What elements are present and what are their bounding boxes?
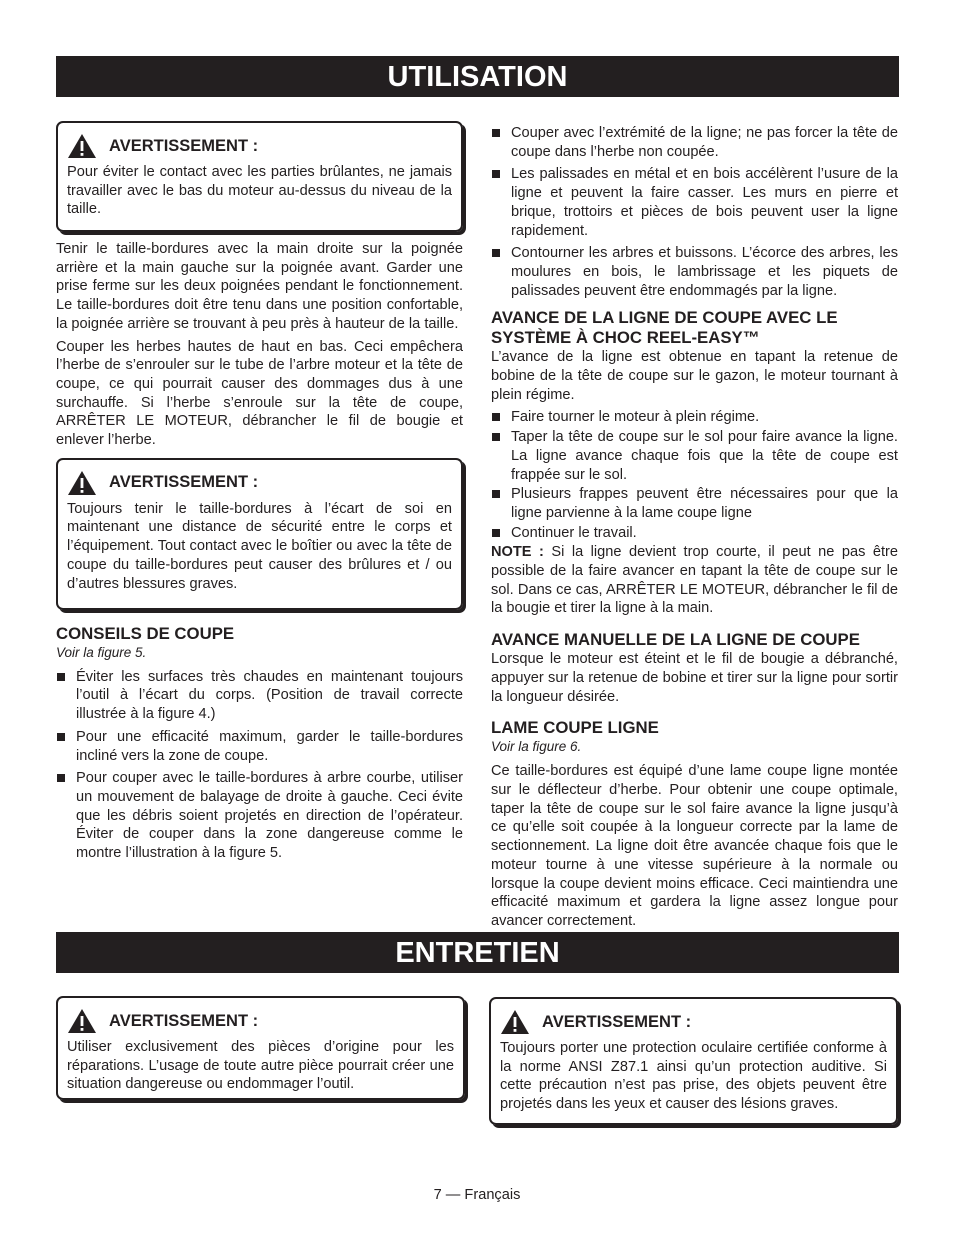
- note-paragraph: [491, 543, 898, 618]
- warning-box-hot-parts: [56, 121, 463, 232]
- cutting-tips-list: [56, 668, 463, 863]
- paragraph-avance-manuelle: Lorsque le moteur est éteint et le fil de bougie a débranché, appuyer sur la retenue de bobine et tirer sur la ligne pour sortir la longueur désirée.: [491, 651, 898, 705]
- warning-text: Utiliser exclusivement des pièces d’origine pour les réparations. L’usage de toute autre pièce pourrait créer une situation dangereuse ou endommager l’outil.: [67, 1039, 454, 1093]
- warning-label: AVERTISSEMENT :: [542, 1012, 692, 1031]
- list-item: Taper la tête de coupe sur le sol pour faire avance la ligne. La ligne avance chaque fois que la tête de coupe est frappée sur le sol.: [491, 428, 898, 484]
- heading-lame-coupe-ligne: LAME COUPE LIGNE: [491, 718, 659, 738]
- note-text: Si la ligne devient trop courte, il peut ne pas être possible de la faire avancer en tapant la tête de coupe sur le sol. Dans ce cas, ARRÊTER LE MOTEUR, débrancher le fil de la bougie et tirer la ligne à la main.: [491, 544, 898, 617]
- warning-box-distance: [56, 458, 463, 610]
- figure-reference: Voir la figure 6.: [491, 739, 582, 755]
- avance-steps-list: [491, 408, 898, 542]
- paragraph-tall-grass: Couper les herbes hautes de haut en bas. Ceci empêchera l’herbe de s’enrouler sur le tube de l’arbre moteur et la tête de coupe, ce qui pourrait causer des dommages dus à une surchauffe. Si l’herbe s’enroule sur la tête de coupe, ARRÊTER LE MOTEUR, débrancher le fil de bougie et enlever l’herbe.: [56, 338, 463, 449]
- list-item: Faire tourner le moteur à plein régime.: [491, 408, 898, 427]
- warning-text: Toujours porter une protection oculaire certifiée conforme à la norme ANSI Z87.1 ainsi qu’un protection auditive. Si cette précaution n’est pas prise, des objets peuvent être projetés dans les yeux et causer des lésions graves.: [500, 1040, 887, 1113]
- warning-label: AVERTISSEMENT :: [109, 1011, 259, 1030]
- heading-conseils-de-coupe: CONSEILS DE COUPE: [56, 623, 235, 643]
- warning-text: Pour éviter le contact avec les parties brûlantes, ne jamais travailler avec le bas du moteur au-dessus du niveau de la taille.: [67, 164, 452, 218]
- warning-text: Toujours tenir le taille-bordures à l’écart de soi en maintenant une distance de sécurité entre le corps et l’équipement. Tout contact avec le boîtier ou avec la tête de coupe du taille-bordures peut causer des brûlures et / ou d’autres blessures graves.: [67, 500, 452, 592]
- list-item: Plusieurs frappes peuvent être nécessaires pour que la ligne parvienne à la lame coupe ligne: [491, 485, 898, 522]
- warning-label: AVERTISSEMENT :: [109, 136, 259, 155]
- heading-avance-manuelle: AVANCE MANUELLE DE LA LIGNE DE COUPE: [491, 630, 860, 650]
- warning-triangle-icon: [67, 1008, 97, 1034]
- note-label: NOTE :: [491, 544, 544, 561]
- list-item: Pour couper avec le taille-bordures à arbre courbe, utiliser un mouvement de balayage de droite à gauche. Ceci évite que les débris soient projetés en direction de l’opérateur. Éviter de couper dans la zone dangereuse comme le montre l’illustration à la figure 5.: [56, 769, 463, 863]
- paragraph-lame: Ce taille-bordures est équipé d’une lame coupe ligne montée sur le déflecteur d’herbe. Pour obtenir une coupe optimale, taper la tête de coupe sur le sol faire avance la ligne jusqu’à ce qu’elle soit coupée à la longueur correcte par la lame de sectionnement. La ligne doit être avancée chaque fois que le moteur tourne à une vitesse supérieure à la normale ou lorsque la coupe devient moins efficace. Ceci maintiendra une efficacité maximum et gardera la ligne assez longue pour avancer correctement.: [491, 763, 898, 929]
- warning-triangle-icon: [67, 133, 97, 159]
- warning-box-eye-protection: [489, 997, 898, 1125]
- cutting-tips-list-continued: [491, 124, 898, 300]
- right-column: [491, 124, 898, 935]
- section-title-entretien: ENTRETIEN: [56, 932, 899, 973]
- paragraph-holding: Tenir le taille-bordures avec la main droite sur la poignée arrière et la main gauche sur la poignée avant. Garder une prise ferme sur les deux poignées pendant le fonctionnement. Le taille-bordures doit être tenu dans une position confortable, la poignée arrière se trouvant à peu près à hauteur de la taille.: [56, 241, 463, 332]
- warning-label: AVERTISSEMENT :: [109, 473, 259, 492]
- left-column: [56, 121, 463, 867]
- warning-triangle-icon: [500, 1009, 530, 1035]
- section-title-utilisation: UTILISATION: [56, 56, 899, 97]
- list-item: Couper avec l’extrémité de la ligne; ne pas forcer la tête de coupe dans l’herbe non coupée.: [491, 124, 898, 161]
- list-item: Contourner les arbres et buissons. L’écorce des arbres, les moulures en bois, le lambrissage et les piquets de palissades peuvent être endommagés par la ligne.: [491, 244, 898, 300]
- list-item: Éviter les surfaces très chaudes en maintenant toujours l’outil à l’écart du corps. (Position de travail correcte illustrée à la figure 4.): [56, 668, 463, 724]
- page-footer: 7 — Français: [433, 1187, 521, 1203]
- figure-reference: Voir la figure 5.: [56, 644, 147, 660]
- list-item: Continuer le travail.: [491, 524, 898, 543]
- paragraph-avance-intro: L’avance de la ligne est obtenue en tapant la retenue de bobine de la tête de coupe sur le gazon, le moteur tournant à plein régime.: [491, 349, 898, 403]
- list-item: Les palissades en métal et en bois accélèrent l’usure de la ligne et peuvent la faire casser. Les murs en pierre et brique, trottoirs et pièces de bois peuvent user la ligne rapidement.: [491, 165, 898, 240]
- list-item: Pour une efficacité maximum, garder le taille-bordures incliné vers la zone de coupe.: [56, 728, 463, 765]
- warning-triangle-icon: [67, 470, 97, 496]
- warning-box-original-parts: [56, 996, 465, 1100]
- heading-avance-choc: AVANCE DE LA LIGNE DE COUPE AVEC LE SYSTÈME À CHOC REEL-EASY™: [491, 308, 838, 348]
